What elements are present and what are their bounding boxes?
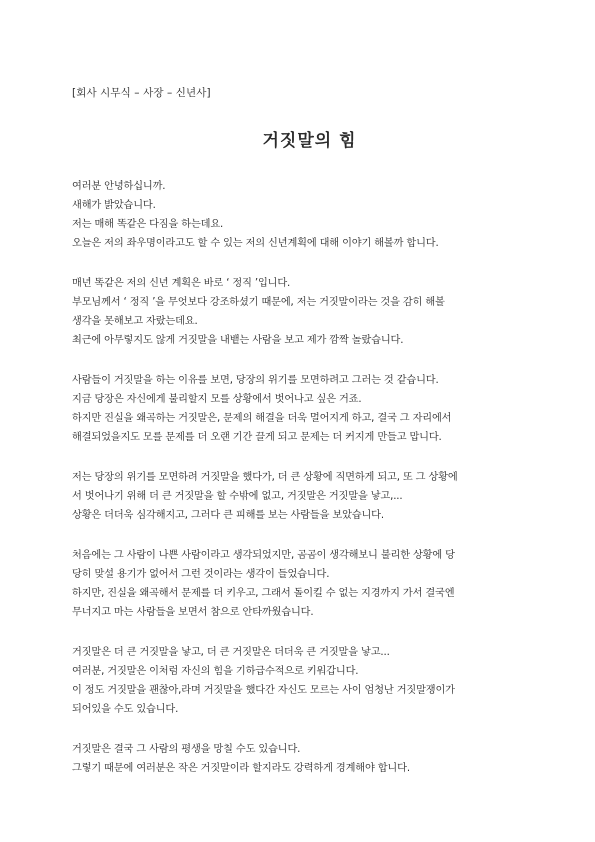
paragraph-line: 매년 똑같은 저의 신년 계획은 바로 ‘ 정직 ’입니다. bbox=[72, 277, 291, 289]
document-body bbox=[72, 177, 547, 778]
paragraph-line: 그렇기 때문에 여러분은 작은 거짓말이라 할지라도 강력하게 경계해야 합니다. bbox=[72, 762, 410, 774]
paragraph-line: 이 정도 거짓말을 괜찮아,라며 거짓말을 했다간 자신도 모르는 사이 엄청난 거짓말쟁이가 bbox=[72, 684, 455, 696]
document-title: 거짓말의 힘 bbox=[262, 131, 357, 151]
paragraph-line: 여러분, 거짓말은 이처럼 자신의 힘을 기하급수적으로 키워갑니다. bbox=[72, 665, 359, 677]
paragraph-line: 사람들이 거짓말을 하는 이유를 보면, 당장의 위기를 모면하려고 그러는 것 같습니다. bbox=[72, 374, 439, 386]
paragraph-line: 상황은 더더욱 심각해지고, 그러다 큰 피해를 보는 사람들을 보았습니다. bbox=[72, 510, 384, 522]
paragraph-line: 여러분 안녕하십니까. bbox=[72, 181, 166, 192]
paragraph bbox=[72, 643, 547, 719]
document-header: [회사 시무식 – 사장 – 신년사] bbox=[72, 87, 211, 99]
paragraph-line: 무너지고 마는 사람들을 보면서 참으로 안타까웠습니다. bbox=[72, 607, 314, 619]
paragraph-line: 오늘은 저의 좌우명이라고도 할 수 있는 저의 신년계획에 대해 이야기 해볼까 합니다. bbox=[72, 238, 439, 250]
paragraph bbox=[72, 371, 547, 447]
paragraph-line: 되어있을 수도 있습니다. bbox=[72, 704, 179, 716]
paragraph-line: 서 벗어나기 위해 더 큰 거짓말을 할 수밖에 없고, 거짓말은 거짓말을 낳고,... bbox=[72, 491, 403, 502]
paragraph bbox=[72, 177, 547, 253]
paragraph-line: 새해가 밝았습니다. bbox=[72, 200, 156, 212]
paragraph-line: 거짓말은 결국 그 사람의 평생을 망칠 수도 있습니다. bbox=[72, 743, 301, 755]
paragraph-line: 생각을 못해보고 자랐는데요. bbox=[72, 316, 198, 328]
paragraph-line: 당히 맞설 용기가 없어서 그런 것이라는 생각이 들었습니다. bbox=[72, 568, 330, 580]
paragraph-line: 거짓말은 더 큰 거짓말을 낳고, 더 큰 거짓말은 더더욱 큰 거짓말을 낳고... bbox=[72, 646, 390, 658]
paragraph-line: 하지만 진실을 왜곡하는 거짓말은, 문제의 해결을 더욱 멀어지게 하고, 결국 그 자리에서 bbox=[72, 413, 452, 425]
paragraph bbox=[72, 740, 547, 778]
paragraph-line: 저는 매해 똑같은 다짐을 하는데요. bbox=[72, 219, 224, 231]
paragraph-line: 저는 당장의 위기를 모면하려 거짓말을 했다가, 더 큰 상황에 직면하게 되고, 또 그 상황에 bbox=[72, 471, 458, 483]
paragraph-line: 처음에는 그 사람이 나쁜 사람이라고 생각되었지만, 곰곰이 생각해보니 불리한 상황에 당 bbox=[72, 549, 455, 561]
paragraph-line: 부모님께서 ‘ 정직 ’을 무엇보다 강조하셨기 때문에, 저는 거짓말이라는 것을 감히 해볼 bbox=[72, 297, 445, 309]
paragraph-line: 해결되었을지도 모를 문제를 더 오랜 기간 끌게 되고 문제는 더 커지게 만들고 맙니다. bbox=[72, 432, 442, 444]
paragraph bbox=[72, 468, 547, 525]
paragraph bbox=[72, 274, 547, 350]
paragraph-line: 지금 당장은 자신에게 불리할지 모를 상황에서 벗어나고 싶은 거죠. bbox=[72, 394, 362, 406]
paragraph-line: 최근에 아무렇지도 않게 거짓말을 내뱉는 사람을 보고 제가 깜짝 놀랐습니다. bbox=[72, 335, 404, 347]
paragraph-line: 하지만, 진실을 왜곡해서 문제를 더 키우고, 그래서 돌이킬 수 없는 지경까지 가서 결국엔 bbox=[72, 587, 455, 599]
paragraph bbox=[72, 546, 547, 622]
